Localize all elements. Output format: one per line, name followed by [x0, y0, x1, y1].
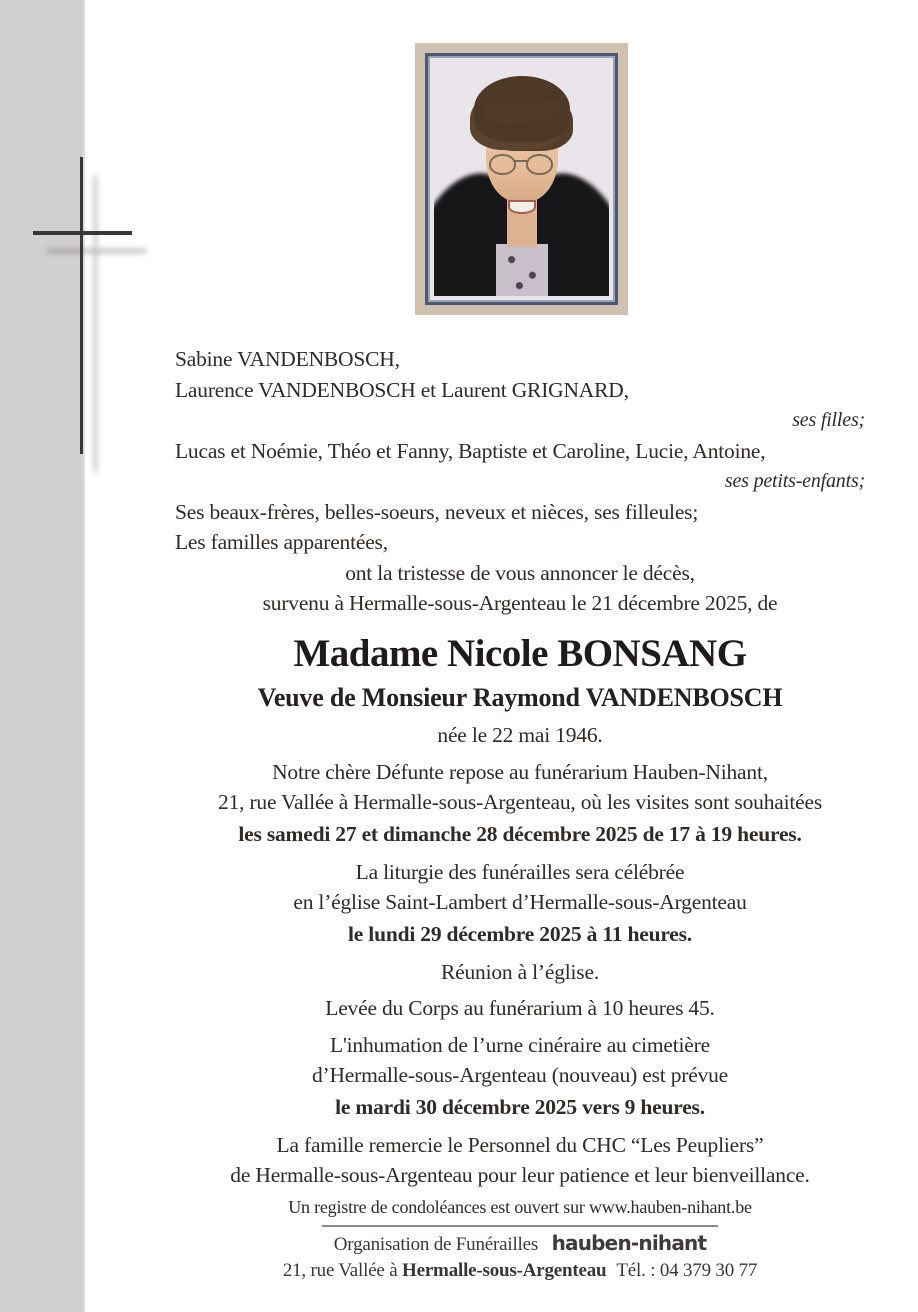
inhumation-line-1: L'inhumation de l’urne cinéraire au cimetière: [330, 1032, 710, 1057]
family-inlaws: Ses beaux-frères, belles-soeurs, neveux et nièces, ses filleules;: [175, 499, 699, 524]
repose-line-2: 21, rue Vallée à Hermalle-sous-Argenteau, où les visites sont souhaitées: [218, 790, 822, 814]
funeral-home-logo: hauben-nihant: [551, 1230, 707, 1255]
funeral-home-prefix: Organisation de Funérailles: [333, 1233, 539, 1255]
cross-horizontal-bar: [33, 231, 132, 235]
glasses-bridge: [514, 160, 528, 162]
funeral-home-line: [175, 1230, 865, 1258]
blouse: [496, 244, 548, 296]
condolence-register-line: Un registre de condoléances est ouvert sur www.hauben-nihant.be: [288, 1196, 752, 1217]
relationship-label-grandchildren: ses petits-enfants;: [724, 470, 865, 492]
repose-line-1: Notre chère Défunte repose au funérarium Hauben-Nihant,: [272, 759, 768, 784]
birth-date-line: née le 22 mai 1946.: [437, 722, 603, 747]
announcement-text: [175, 344, 865, 1284]
address-city: Hermalle-sous-Argenteau: [402, 1259, 607, 1281]
levee-line: Levée du Corps au funérarium à 10 heures 45.: [325, 996, 715, 1020]
relationship-label-daughters: ses filles;: [792, 409, 865, 431]
smile: [508, 200, 536, 214]
cross-vertical-bar: [80, 157, 83, 454]
glasses-left-lens: [489, 154, 516, 175]
family-daughter-2: Laurence VANDENBOSCH et Laurent GRIGNARD,: [175, 377, 629, 402]
cross-icon: [33, 157, 168, 457]
visits-date-line: les samedi 27 et dimanche 28 décembre 2025 de 17 à 19 heures.: [238, 821, 802, 846]
family-daughter-1: Sabine VANDENBOSCH,: [175, 347, 400, 371]
thanks-line-2: de Hermalle-sous-Argenteau pour leur patience et leur bienveillance.: [230, 1163, 810, 1187]
family-related: Les familles apparentées,: [175, 530, 388, 554]
address-prefix: 21, rue Vallée à: [282, 1259, 403, 1281]
liturgy-date-line: le lundi 29 décembre 2025 à 11 heures.: [348, 921, 692, 946]
funeral-home-address-line: [175, 1258, 865, 1284]
announce-sadness: ont la tristesse de vous annoncer le décès,: [345, 560, 695, 585]
portrait-photo: [434, 62, 609, 296]
reunion-line: Réunion à l’église.: [440, 959, 599, 984]
liturgy-line-1: La liturgie des funérailles sera célébrée: [355, 859, 685, 884]
widow-line: Veuve de Monsieur Raymond VANDENBOSCH: [257, 682, 783, 712]
glasses-right-lens: [526, 154, 553, 175]
footer-divider: [322, 1225, 718, 1227]
phone-number: Tél. : 04 379 30 77: [616, 1259, 758, 1281]
announce-death-place-date: survenu à Hermalle-sous-Argenteau le 21 décembre 2025, de: [262, 591, 778, 615]
liturgy-line-2: en l’église Saint-Lambert d’Hermalle-sous-Argenteau: [293, 890, 747, 914]
portrait-frame-navy-border: [425, 53, 618, 305]
thanks-line-1: La famille remercie le Personnel du CHC “Les Peupliers”: [276, 1132, 764, 1157]
family-grandchildren: Lucas et Noémie, Théo et Fanny, Baptiste et Caroline, Lucie, Antoine,: [175, 438, 766, 463]
portrait-frame-inner-mat: [430, 58, 613, 300]
portrait-frame: [415, 43, 628, 315]
deceased-name: Madame Nicole BONSANG: [293, 631, 747, 675]
inhumation-line-2: d’Hermalle-sous-Argenteau (nouveau) est prévue: [311, 1063, 729, 1087]
inhumation-date-line: le mardi 30 décembre 2025 vers 9 heures.: [335, 1094, 705, 1119]
